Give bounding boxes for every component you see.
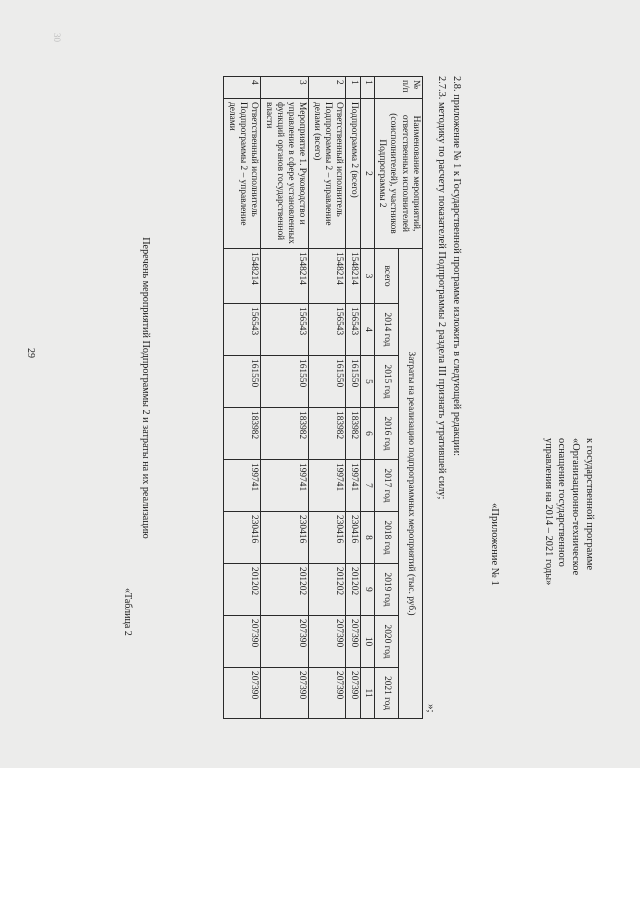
column-number: 10 <box>360 616 374 668</box>
appendix-title: «Приложение № 1 <box>489 503 500 586</box>
row-value: 230416 <box>261 512 309 564</box>
row-name: Ответственный исполнитель Подпрограммы 2 – управление делами <box>224 99 261 249</box>
table-label: «Таблица 2 <box>122 588 133 636</box>
closing-quote: »; <box>425 704 437 713</box>
row-value: 230416 <box>309 512 346 564</box>
table-row <box>309 77 346 719</box>
row-value: 207390 <box>261 616 309 668</box>
column-numbers-row <box>360 77 374 719</box>
row-num: 2 <box>309 77 346 99</box>
appendix-line: управления на 2014 – 2021 годы» <box>542 438 554 586</box>
appendix-subtitle <box>541 438 596 738</box>
row-value: 161550 <box>346 356 360 408</box>
appendix-line: «Организационно-техническое <box>570 438 582 576</box>
row-value: 230416 <box>346 512 360 564</box>
row-value: 207390 <box>224 668 261 719</box>
row-value: 207390 <box>224 616 261 668</box>
column-number: 3 <box>360 249 374 304</box>
header-year: 2020 год <box>374 616 398 668</box>
row-value: 201202 <box>346 564 360 616</box>
header-year: 2015 год <box>374 356 398 408</box>
column-number: 6 <box>360 408 374 460</box>
row-value: 201202 <box>309 564 346 616</box>
table-row <box>224 77 261 719</box>
column-number: 7 <box>360 460 374 512</box>
column-number: 8 <box>360 512 374 564</box>
header-year: 2014 год <box>374 304 398 356</box>
header-num: № п/п <box>374 77 422 99</box>
row-value: 207390 <box>309 668 346 719</box>
column-number: 11 <box>360 668 374 719</box>
column-number: 1 <box>360 77 374 99</box>
row-num: 3 <box>261 77 309 99</box>
table-title: Перечень мероприятий Подпрограммы 2 и затраты на их реализацию <box>140 237 151 539</box>
note-2-7-3: 2.7.3. методику по расчету показателей Подпрограммы 2 раздела III признать утратившей силу; <box>436 76 447 500</box>
header-costs: Затраты на реализацию подпрограммных мероприятий (тыс. руб.) <box>398 249 422 719</box>
row-total: 1548214 <box>346 249 360 304</box>
column-number: 4 <box>360 304 374 356</box>
ghost-page-number: 30 <box>52 33 62 42</box>
column-number: 5 <box>360 356 374 408</box>
column-number: 2 <box>360 99 374 249</box>
costs-table <box>224 76 424 719</box>
table-row <box>261 77 309 719</box>
row-total: 1548214 <box>309 249 346 304</box>
row-value: 199741 <box>224 460 261 512</box>
row-name: Подпрограмма 2 (всего) <box>346 99 360 249</box>
header-year: 2019 год <box>374 564 398 616</box>
row-value: 207390 <box>309 616 346 668</box>
row-name: Мероприятие 1. Руководство и управление в сфере установленных функций органов государственной власти <box>261 99 309 249</box>
row-value: 183982 <box>346 408 360 460</box>
row-num: 1 <box>346 77 360 99</box>
row-value: 207390 <box>346 668 360 719</box>
row-value: 207390 <box>261 668 309 719</box>
appendix-line: к государственной программе <box>584 438 595 571</box>
row-value: 156543 <box>346 304 360 356</box>
row-value: 199741 <box>309 460 346 512</box>
table-row <box>346 77 360 719</box>
header-year: 2018 год <box>374 512 398 564</box>
rotated-document <box>25 28 628 748</box>
row-value: 183982 <box>261 408 309 460</box>
header-year: 2017 год <box>374 460 398 512</box>
appendix-line: оснащение государственного <box>556 438 568 567</box>
row-value: 156543 <box>261 304 309 356</box>
row-value: 199741 <box>346 460 360 512</box>
header-name: Наименование мероприятий, ответственных исполнителей (соисполнителей), участников Подпрограммы 2 <box>374 99 422 249</box>
row-value: 161550 <box>261 356 309 408</box>
column-number: 9 <box>360 564 374 616</box>
row-value: 230416 <box>224 512 261 564</box>
row-num: 4 <box>224 77 261 99</box>
header-year: 2021 год <box>374 668 398 719</box>
row-value: 161550 <box>224 356 261 408</box>
row-value: 207390 <box>346 616 360 668</box>
row-value: 183982 <box>309 408 346 460</box>
header-total: всего <box>374 249 398 304</box>
row-value: 161550 <box>309 356 346 408</box>
row-value: 201202 <box>261 564 309 616</box>
row-value: 201202 <box>224 564 261 616</box>
page-number: 29 <box>25 348 36 358</box>
table-header-row <box>398 77 422 719</box>
row-value: 199741 <box>261 460 309 512</box>
row-value: 156543 <box>224 304 261 356</box>
header-year: 2016 год <box>374 408 398 460</box>
row-value: 183982 <box>224 408 261 460</box>
row-total: 1548214 <box>261 249 309 304</box>
row-value: 156543 <box>309 304 346 356</box>
row-name: Ответственный исполнитель Подпрограммы 2 – управление делами (всего) <box>309 99 346 249</box>
row-total: 1548214 <box>224 249 261 304</box>
note-2-8: 2.8. приложение № 1 к Государственной программе изложить в следующей редакции: <box>451 76 462 457</box>
